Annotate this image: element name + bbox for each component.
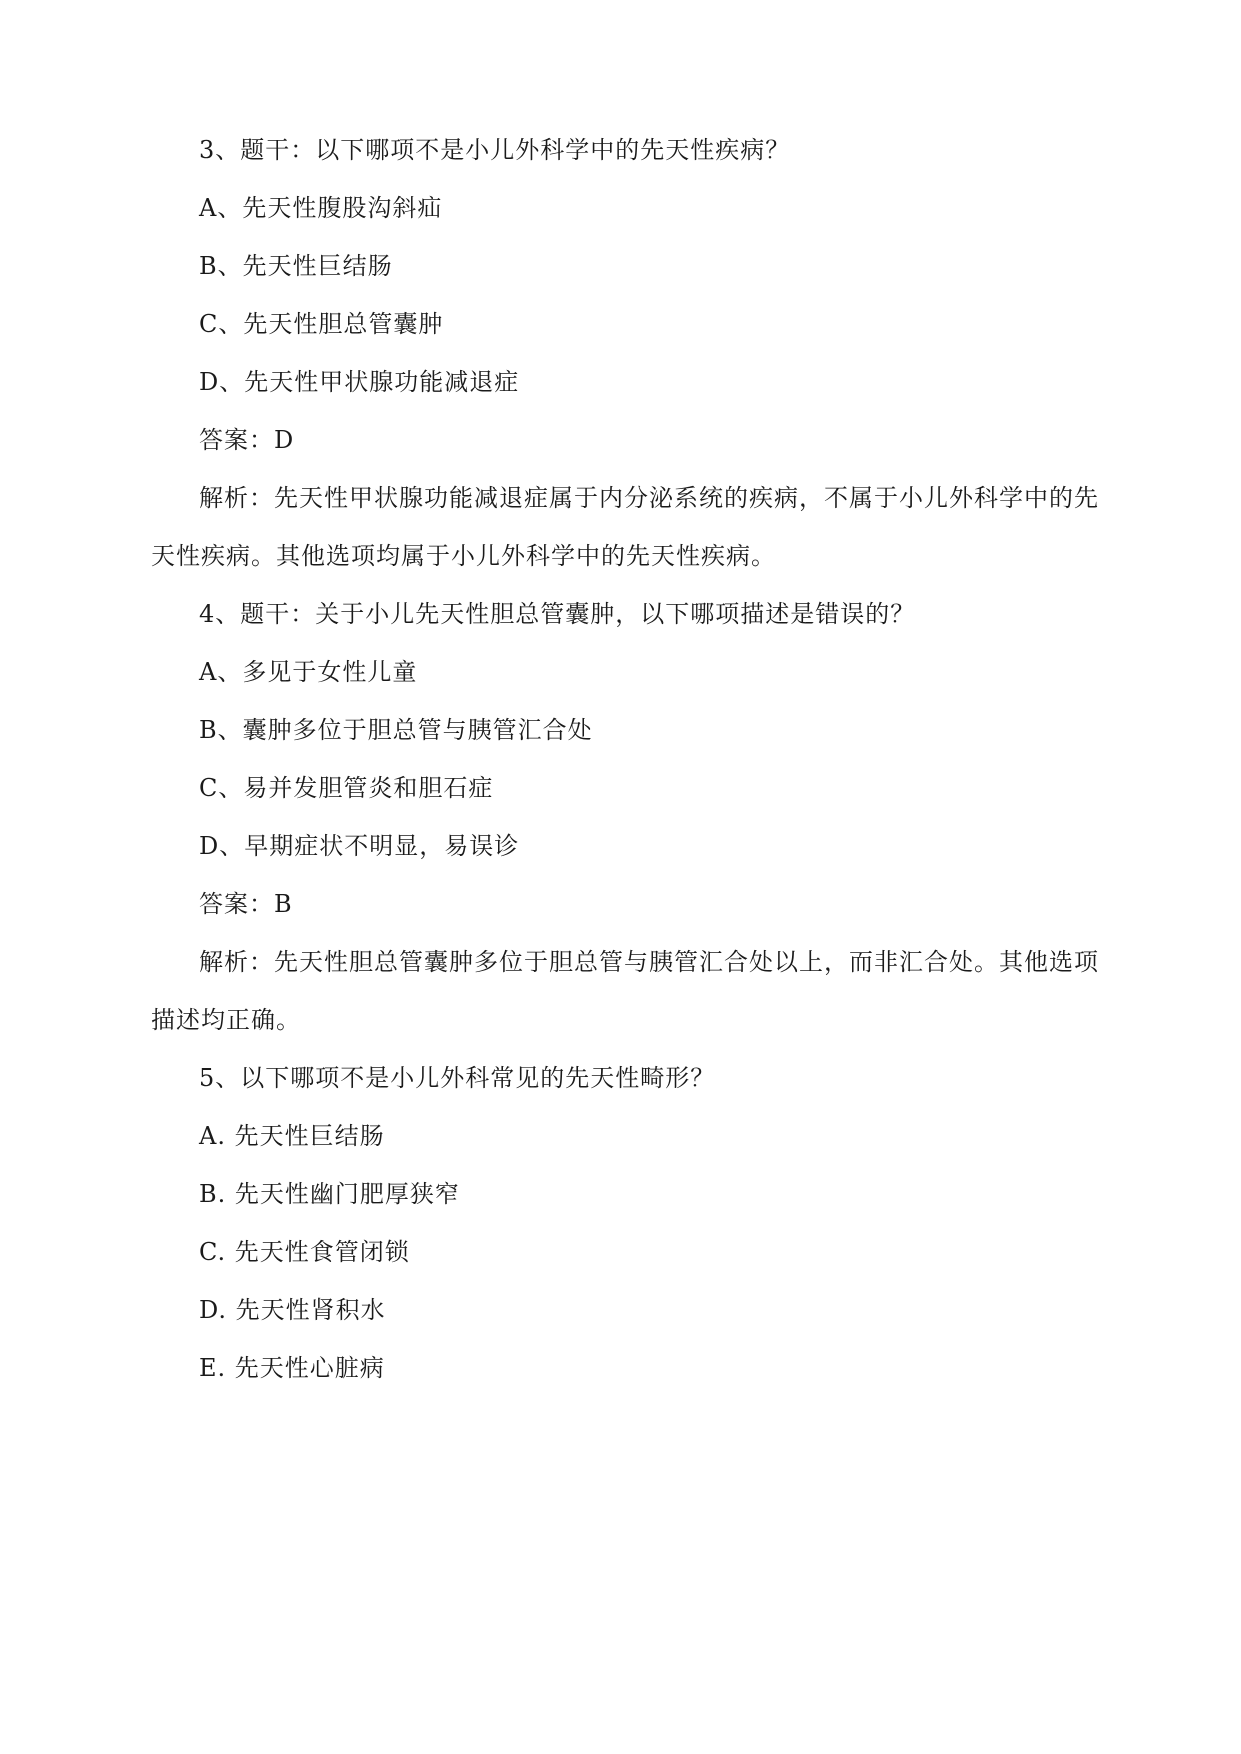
question-4-analysis-line-1: 解析：先天性胆总管囊肿多位于胆总管与胰管汇合处以上，而非汇合处。其他选项 [199,948,1099,976]
question-4-analysis-line-2: 描述均正确。 [151,1006,301,1034]
question-5-option-b: B. 先天性幽门肥厚狭窄 [199,1180,460,1208]
question-4-option-a: A、多见于女性儿童 [199,658,418,686]
question-4-option-c: C、易并发胆管炎和胆石症 [199,774,494,802]
question-3-analysis-line-2: 天性疾病。其他选项均属于小儿外科学中的先天性疾病。 [151,542,776,570]
question-5-option-d: D. 先天性肾积水 [199,1296,386,1324]
question-5-option-c: C. 先天性食管闭锁 [199,1238,410,1266]
question-4-stem: 4、题干：关于小儿先天性胆总管囊肿，以下哪项描述是错误的？ [199,600,916,628]
question-3-option-a: A、先天性腹股沟斜疝 [199,194,443,222]
question-3-stem: 3、题干：以下哪项不是小儿外科学中的先天性疾病？ [199,136,791,164]
question-3-analysis-line-1: 解析：先天性甲状腺功能减退症属于内分泌系统的疾病，不属于小儿外科学中的先 [199,484,1099,512]
question-4-answer: 答案：B [199,890,293,918]
question-3-option-b: B、先天性巨结肠 [199,252,393,280]
question-3-option-d: D、先天性甲状腺功能减退症 [199,368,520,396]
question-4-option-b: B、囊肿多位于胆总管与胰管汇合处 [199,716,593,744]
question-4-option-d: D、早期症状不明显，易误诊 [199,832,520,860]
question-5-option-a: A. 先天性巨结肠 [199,1122,385,1150]
question-5-stem: 5、以下哪项不是小儿外科常见的先天性畸形？ [199,1064,716,1092]
question-3-option-c: C、先天性胆总管囊肿 [199,310,444,338]
question-3-answer: 答案：D [199,426,295,454]
question-5-option-e: E. 先天性心脏病 [199,1354,385,1382]
